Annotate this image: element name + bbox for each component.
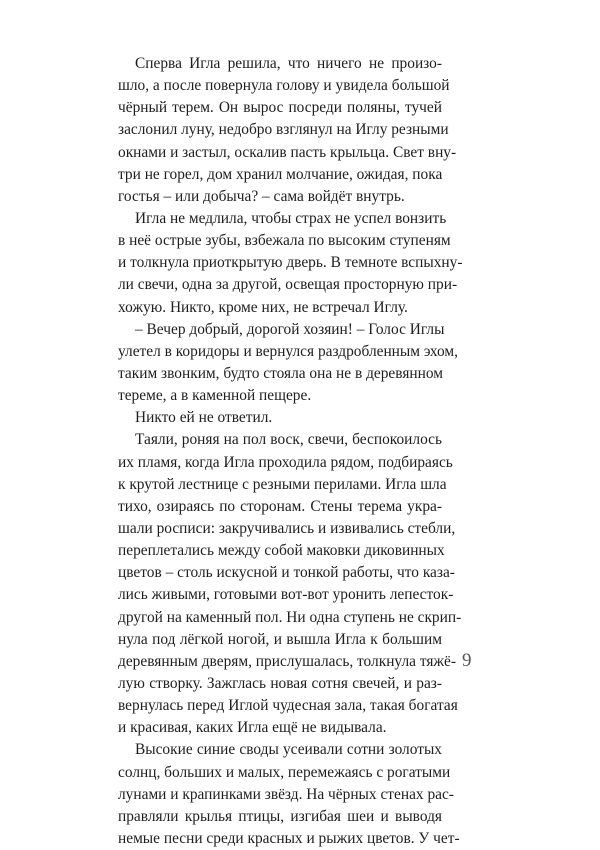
text-line: Никто ей не ответил. bbox=[135, 409, 273, 427]
text-line: в неё острые зубы, взбежала по высоким ступеням bbox=[118, 232, 451, 250]
text-line: цветов – столь искусной и тонкой работы, что каза- bbox=[118, 564, 455, 582]
text-line: Высокие синие своды усеивали сотни золотых bbox=[135, 741, 442, 759]
text-line: вернулась перед Иглой чудесная зала, такая богатая bbox=[118, 697, 458, 715]
text-line: и толкнула приоткрытую дверь. В темноте вспыхну- bbox=[118, 254, 463, 272]
text-line: таким звонким, будто стояла она не в деревянном bbox=[118, 364, 444, 382]
text-line: тихо, озираясь по сторонам. Стены терема укра- bbox=[118, 497, 442, 515]
text-line: заслонил луну, недобро взглянул на Иглу резными bbox=[118, 121, 449, 139]
text-line: солнц, больших и малых, перемежаясь с рогатыми bbox=[118, 763, 451, 781]
paragraph bbox=[118, 319, 458, 408]
paragraph bbox=[118, 739, 460, 850]
paragraph bbox=[118, 53, 457, 208]
text-line: шали росписи: закручивались и извивались стебли, bbox=[118, 519, 456, 537]
text-line: лую створку. Зажглась новая сотня свечей, и раз- bbox=[118, 674, 442, 692]
text-line: улетел в коридоры и вернулся раздробленным эхом, bbox=[118, 342, 458, 360]
paragraph bbox=[118, 407, 442, 429]
page-number: 9 bbox=[462, 650, 472, 671]
text-line: к крутой лестнице с резными перилами. Игла шла bbox=[118, 475, 447, 493]
text-line: три не горел, дом хранил молчание, ожидая, пока bbox=[118, 165, 443, 183]
text-line: другой на каменный пол. Ни одна ступень не скрип- bbox=[118, 608, 462, 626]
text-line: деревянным дверям, прислушалась, толкнула тяжё- bbox=[118, 652, 457, 670]
text-line: хожую. Никто, кроме них, не встречал Иглу. bbox=[118, 298, 408, 316]
text-line: переплетались между собой маковки диковинных bbox=[118, 542, 445, 560]
text-line: нула под лёгкой ногой, и вышла Игла к большим bbox=[118, 630, 442, 648]
text-line: окнами и застыл, оскалив пасть крыльца. Свет вну- bbox=[118, 143, 457, 161]
text-line: гостья – или добыча? – сама войдёт внутрь. bbox=[118, 187, 405, 205]
text-line: немые песни среди красных и рыжих цветов. У чет- bbox=[118, 829, 460, 847]
text-line: шло, а после повернула голову и увидела большой bbox=[118, 77, 450, 95]
text-line: чёрный терем. Он вырос посреди поляны, тучей bbox=[118, 99, 442, 117]
text-line: Сперва Игла решила, что ничего не произо- bbox=[135, 55, 442, 72]
paragraph bbox=[118, 208, 463, 319]
text-line: и красивая, каких Игла ещё не видывала. bbox=[118, 719, 387, 737]
text-line: тереме, а в каменной пещере. bbox=[118, 387, 312, 405]
text-line: – Вечер добрый, дорогой хозяин! – Голос Иглы bbox=[135, 320, 445, 338]
text-line: правляли крылья птицы, изгибая шеи и выводя bbox=[118, 807, 442, 825]
text-line: Игла не медлила, чтобы страх не успел вонзить bbox=[135, 209, 447, 227]
paragraph bbox=[118, 429, 462, 739]
text-line: лись живыми, готовыми вот-вот уронить лепесток- bbox=[118, 586, 454, 604]
text-line: их пламя, когда Игла проходила рядом, подбираясь bbox=[118, 453, 453, 471]
body-text bbox=[118, 53, 463, 850]
text-line: лунами и крапинками звёзд. На чёрных стенах рас- bbox=[118, 785, 454, 803]
text-line: ли свечи, одна за другой, освещая просторную при- bbox=[118, 276, 458, 294]
text-line: Таяли, роняя на пол воск, свечи, беспокоилось bbox=[135, 431, 442, 449]
